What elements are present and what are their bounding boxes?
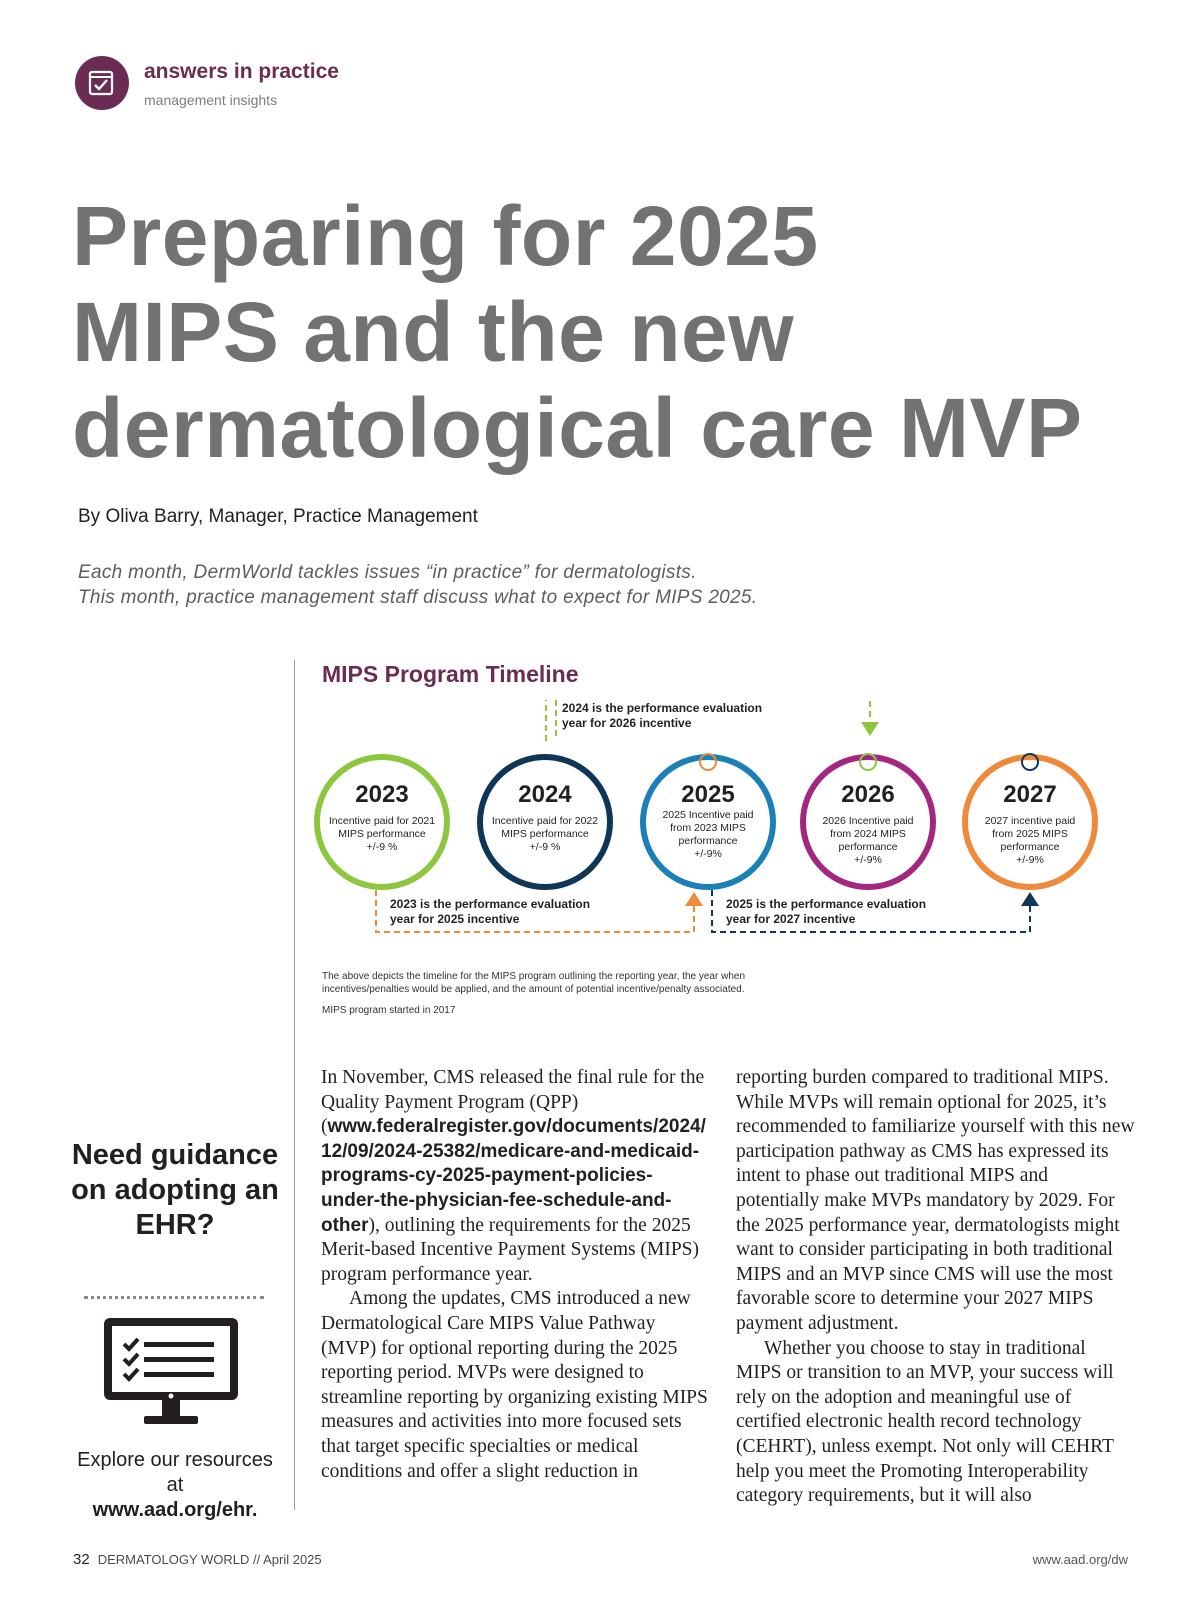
timeline-note-start: MIPS program started in 2017 [322, 1005, 456, 1016]
title-line: dermatological care MVP [72, 381, 1083, 475]
column-divider [294, 660, 295, 1510]
body-column-1 [321, 1066, 711, 1484]
section-title: answers in practice [144, 60, 339, 83]
paragraph: reporting burden compared to traditional MIPS. While MVPs will remain optional for 2025, it’s recommended to familiarize yourself with this new participation pathway as CMS has expressed its intent to phase out traditional MIPS and potentially make MVPs mandatory by 2029. For the 2025 performance year, dermatologists might want to consider participating in both traditional MIPS and an MVP since CMS will use the most favorable score to determine your 2027 MIPS payment adjustment. [736, 1067, 1135, 1334]
deck-line: This month, practice management staff discuss what to expect for MIPS 2025. [78, 587, 758, 608]
svg-text:2023: 2023 [355, 781, 409, 808]
footer-url[interactable]: www.aad.org/dw [1032, 1552, 1128, 1567]
svg-text:+/-9 %: +/-9 % [366, 841, 398, 853]
arrow-label: 2025 is the performance evaluation year for 2027 incentive [726, 897, 927, 926]
body-column-2 [736, 1066, 1136, 1509]
title-line: Preparing for 2025 [72, 189, 819, 283]
svg-text:Incentive paid for 2021: Incentive paid for 2021 [328, 815, 436, 827]
sidebar-text [70, 1448, 280, 1523]
svg-text:from 2023 MIPS: from 2023 MIPS [670, 822, 746, 834]
svg-text:+/-9 %: +/-9 % [529, 841, 561, 853]
svg-text:2025: 2025 [681, 781, 735, 808]
timeline-graphic [300, 700, 1160, 950]
sidebar-copy: Explore our resources at [77, 1449, 273, 1496]
sidebar-heading: Need guidance on adopting an EHR? [71, 1139, 279, 1241]
year-circle-2023 [317, 757, 447, 887]
svg-text:2027 incentive paid: 2027 incentive paid [984, 815, 1076, 827]
checklist-icon [88, 68, 116, 98]
title-line: MIPS and the new [72, 285, 795, 379]
svg-text:2026: 2026 [841, 781, 895, 808]
arrow-head-navy [1021, 892, 1039, 906]
paragraph: Among the updates, CMS introduced a new Dermatological Care MIPS Value Pathway (MVP) for optional reporting during the 2025 reporting period. MVPs were designed to streamline reporting by organizing existing MIPS measures and activities into more focused sets that target specific specialties or medical conditions and offer a slight reduction in [321, 1288, 708, 1482]
ehr-link[interactable]: www.aad.org/ehr. [92, 1499, 258, 1521]
timeline-note: The above depicts the timeline for the MIPS program outlining the reporting year, the year when incentives/penalties would be applied, and the amount of potential incentive/penalty associated. [322, 971, 746, 995]
sidebar-divider [84, 1296, 264, 1299]
svg-text:+/-9%: +/-9% [694, 848, 722, 860]
footer-publication [73, 1551, 322, 1568]
svg-text:performance: performance [1000, 841, 1060, 853]
svg-text:performance: performance [678, 835, 738, 847]
paragraph: Whether you choose to stay in traditional MIPS or transition to an MVP, your success will rely on the adoption and meaningful use of certified electronic health record technology (CEHRT), unless exempt. Not only will CEHRT help you meet the Promoting Interoperability category requirements, but it will also [736, 1337, 1114, 1507]
section-badge [75, 56, 129, 110]
svg-text:performance: performance [838, 841, 898, 853]
year-circle-2024 [480, 757, 610, 887]
publication-name: DERMATOLOGY WORLD // April 2025 [97, 1552, 322, 1567]
svg-text:MIPS performance: MIPS performance [501, 828, 589, 840]
federal-register-link[interactable]: www.federalregister.gov/documents/2024/12/09/2024-25382/medicare-and-medicaid-programs-cy-2025-payment-policies-under-the-physician-fee-schedule-and-other [321, 1116, 706, 1236]
svg-text:Incentive paid for 2022: Incentive paid for 2022 [491, 815, 599, 827]
section-subtitle: management insights [144, 92, 278, 108]
page-title [72, 188, 1172, 476]
svg-text:MIPS performance: MIPS performance [338, 828, 426, 840]
svg-text:2024: 2024 [518, 781, 572, 808]
arrow-head-green [861, 722, 879, 736]
timeline-title: MIPS Program Timeline [322, 661, 579, 687]
svg-text:+/-9%: +/-9% [854, 854, 882, 866]
year-circle-2027 [965, 754, 1095, 887]
year-circle-2026 [803, 754, 933, 887]
arrow-head-orange [685, 892, 703, 906]
svg-text:+/-9%: +/-9% [1016, 854, 1044, 866]
page-number: 32 [73, 1551, 90, 1568]
svg-text:from 2025 MIPS: from 2025 MIPS [992, 828, 1068, 840]
monitor-checklist-icon [100, 1314, 250, 1434]
svg-text:2027: 2027 [1003, 781, 1057, 808]
paragraph: In November, CMS released the final rule for the Quality Payment Program (QPP) (www.federalregister.gov/documents/2024/12/09/2024-25382/medicare-and-medicaid-programs-cy-2025-payment-policies-under-the-physician-fee-schedule-and-other), outlining the requirements for the 2025 Merit-based Incentive Payment Systems (MIPS) program performance year. [321, 1067, 706, 1285]
svg-text:2025 Incentive paid: 2025 Incentive paid [662, 809, 754, 821]
svg-text:2026 Incentive paid: 2026 Incentive paid [822, 815, 914, 827]
deck [78, 560, 757, 610]
arrow-label: 2023 is the performance evaluation year for 2025 incentive [390, 897, 591, 926]
byline: By Oliva Barry, Manager, Practice Management [78, 506, 478, 527]
svg-text:from 2024 MIPS: from 2024 MIPS [830, 828, 906, 840]
year-circle-2025 [643, 754, 773, 887]
arrow-label: 2024 is the performance evaluation year for 2026 incentive [562, 701, 763, 730]
deck-line: Each month, DermWorld tackles issues “in practice” for dermatologists. [78, 562, 697, 583]
